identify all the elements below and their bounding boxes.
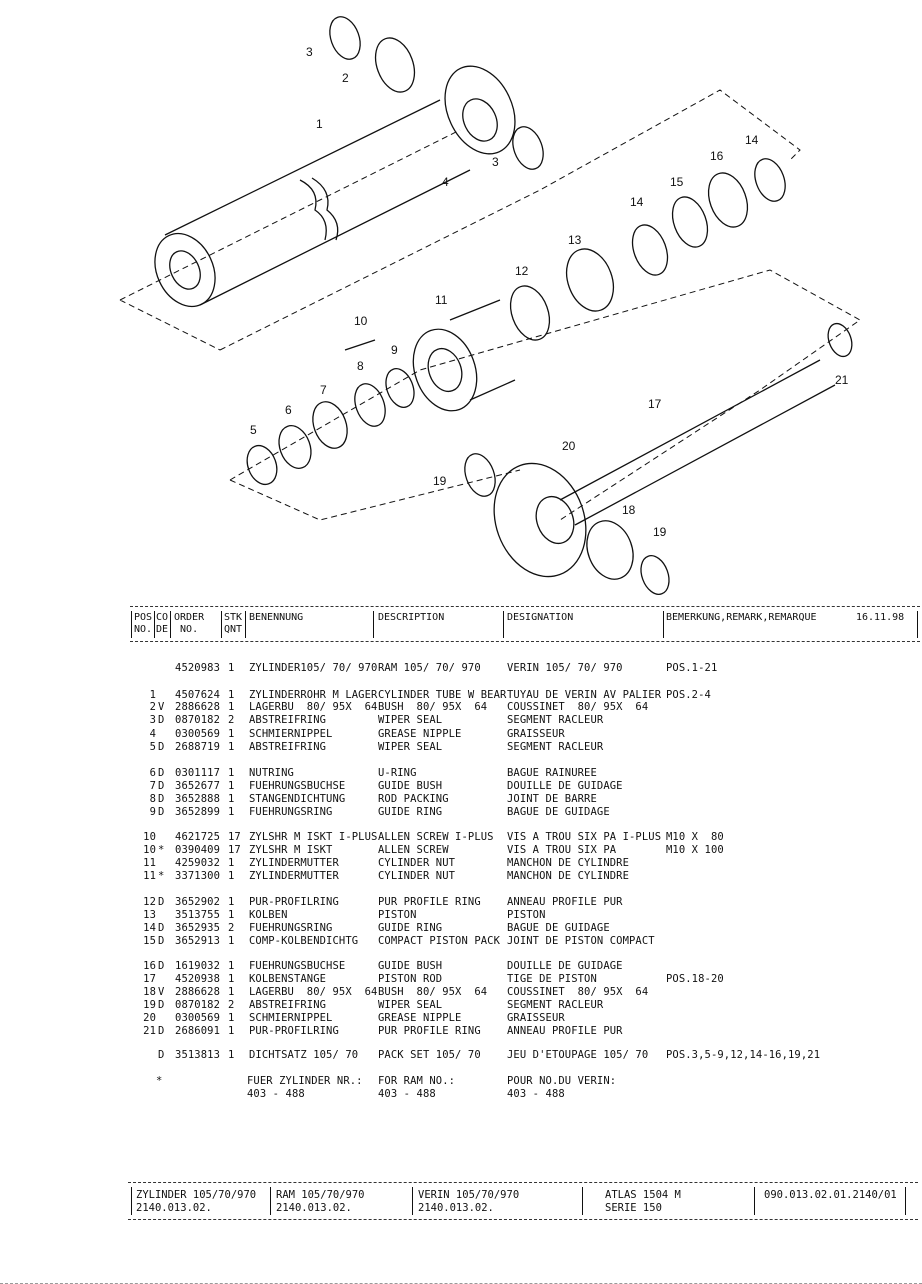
cell-en: COMPACT PISTON PACK bbox=[378, 935, 501, 947]
callout-8: 8 bbox=[357, 359, 364, 373]
cell-en: GUIDE RING bbox=[378, 922, 443, 934]
cell-en: PACK SET 105/ 70 bbox=[378, 1049, 481, 1061]
callout-18: 18 bbox=[622, 503, 636, 517]
cell-order: 4520938 bbox=[175, 973, 220, 985]
header-qty: STK QNT bbox=[224, 612, 243, 635]
cell-rem: M10 X 100 bbox=[666, 844, 724, 856]
cell-en: WIPER SEAL bbox=[378, 714, 443, 726]
callout-19: 19 bbox=[433, 474, 447, 488]
cell-de: ABSTREIFRING bbox=[249, 999, 327, 1011]
callout-1: 1 bbox=[316, 117, 323, 131]
cell-fr: ANNEAU PROFILE PUR bbox=[507, 896, 623, 908]
cell-qty: 1 bbox=[228, 1025, 235, 1037]
header-description: DESCRIPTION bbox=[378, 612, 445, 623]
cell-en: GUIDE BUSH bbox=[378, 960, 443, 972]
cell-en: PUR PROFILE RING bbox=[378, 1025, 481, 1037]
cell-fr: JOINT DE PISTON COMPACT bbox=[507, 935, 655, 947]
cell-co: D bbox=[158, 767, 165, 779]
cell-co: D bbox=[158, 1049, 165, 1061]
cell-de: STANGENDICHTUNG bbox=[249, 793, 346, 805]
cell-de: FUEHRUNGSBUCHSE bbox=[249, 960, 346, 972]
cell-qty: 1 bbox=[228, 935, 235, 947]
cell-pos: 19 bbox=[143, 999, 156, 1011]
cell-pos: 14 bbox=[143, 922, 156, 934]
cell-en: BUSH 80/ 95X 64 bbox=[378, 986, 488, 998]
callout-3b: 3 bbox=[492, 155, 499, 169]
cell-qty: 1 bbox=[228, 689, 235, 701]
cell-order: 2886628 bbox=[175, 701, 220, 713]
cell-qty: 1 bbox=[228, 728, 235, 740]
cell-order: 4621725 bbox=[175, 831, 220, 843]
cell-en: ROD PACKING bbox=[378, 793, 449, 805]
cell-order: 3652888 bbox=[175, 793, 220, 805]
cell-order: 0870182 bbox=[175, 999, 220, 1011]
cell-pos: 4 bbox=[149, 728, 156, 740]
cell-co: V bbox=[158, 701, 165, 713]
cell-fr: GRAISSEUR bbox=[507, 728, 565, 740]
cell-fr: VIS A TROU SIX PA bbox=[507, 844, 617, 856]
cell-rem: POS.1-21 bbox=[666, 662, 718, 674]
cell-pos: 13 bbox=[143, 909, 156, 921]
cell-pos: 5 bbox=[149, 741, 156, 753]
cell-co: D bbox=[158, 999, 165, 1011]
rule bbox=[754, 1187, 755, 1215]
cell-en: GREASE NIPPLE bbox=[378, 728, 462, 740]
cell-fr: VIS A TROU SIX PA I-PLUS bbox=[507, 831, 662, 843]
cell-en: ALLEN SCREW I-PLUS bbox=[378, 831, 494, 843]
cell-order: 4507624 bbox=[175, 689, 220, 701]
cell-qty: 1 bbox=[228, 741, 235, 753]
cell-co: D bbox=[158, 741, 165, 753]
cell-de: LAGERBU 80/ 95X 64 bbox=[249, 986, 378, 998]
cell-qty: 1 bbox=[228, 986, 235, 998]
cell-qty: 1 bbox=[228, 701, 235, 713]
cell-order: 3652902 bbox=[175, 896, 220, 908]
exploded-view-drawing bbox=[0, 0, 922, 600]
footer-de: ZYLINDER 105/70/970 2140.013.02. bbox=[136, 1189, 257, 1214]
cell-de: SCHMIERNIPPEL bbox=[249, 1012, 333, 1024]
callout-21: 21 bbox=[835, 373, 849, 387]
cell-qty: 2 bbox=[228, 999, 235, 1011]
cell-fr: MANCHON DE CYLINDRE bbox=[507, 857, 630, 869]
footer-top-rule bbox=[128, 1182, 918, 1183]
cell-de: ZYLSHR M ISKT bbox=[249, 844, 333, 856]
cell-qty: 1 bbox=[228, 857, 235, 869]
callout-5: 5 bbox=[250, 423, 257, 437]
cell-en: U-RING bbox=[378, 767, 417, 779]
header-top-rule bbox=[130, 606, 920, 607]
cell-order: 2886628 bbox=[175, 986, 220, 998]
cell-co: * bbox=[158, 870, 165, 882]
cell-de: ZYLINDERMUTTER bbox=[249, 857, 339, 869]
cell-qty: 1 bbox=[228, 1049, 235, 1061]
callout-16: 16 bbox=[710, 149, 724, 163]
cell-co: D bbox=[158, 780, 165, 792]
cell-de: KOLBEN bbox=[249, 909, 288, 921]
footer-bottom-rule bbox=[128, 1219, 918, 1220]
cell-order: 4520983 bbox=[175, 662, 220, 674]
cell-fr: BAGUE RAINUREE bbox=[507, 767, 597, 779]
cell-qty: 1 bbox=[228, 1012, 235, 1024]
rule bbox=[917, 611, 918, 638]
cell-de: ABSTREIFRING bbox=[249, 741, 327, 753]
callout-10: 10 bbox=[354, 314, 368, 328]
rule bbox=[170, 611, 171, 638]
footer-fr: VERIN 105/70/970 2140.013.02. bbox=[418, 1189, 520, 1214]
rule bbox=[663, 611, 664, 638]
header-remark: BEMERKUNG,REMARK,REMARQUE bbox=[666, 612, 817, 623]
cell-fr: VERIN 105/ 70/ 970 bbox=[507, 662, 623, 674]
cell-en: GREASE NIPPLE bbox=[378, 1012, 462, 1024]
cell-co: D bbox=[158, 1025, 165, 1037]
callout-6: 6 bbox=[285, 403, 292, 417]
cell-co: D bbox=[158, 960, 165, 972]
cell-qty: 1 bbox=[228, 870, 235, 882]
cell-qty: 1 bbox=[228, 909, 235, 921]
cell-de: ZYLSHR M ISKT I-PLUS bbox=[249, 831, 378, 843]
cell-co: * bbox=[158, 844, 165, 856]
cell-de: PUR-PROFILRING bbox=[249, 896, 339, 908]
cell-co: D bbox=[158, 793, 165, 805]
cell-co: D bbox=[158, 935, 165, 947]
cell-de: ZYLINDERMUTTER bbox=[249, 870, 339, 882]
cell-qty: 1 bbox=[228, 806, 235, 818]
cell-co: D bbox=[158, 806, 165, 818]
cell-order: 2686091 bbox=[175, 1025, 220, 1037]
cell-pos: 6 bbox=[149, 767, 156, 779]
cell-order: 2688719 bbox=[175, 741, 220, 753]
callout-3: 3 bbox=[306, 45, 313, 59]
cell-pos: 10 bbox=[143, 831, 156, 843]
header-co: CO DE bbox=[156, 612, 169, 635]
cell-pos: 3 bbox=[149, 714, 156, 726]
cell-fr: COUSSINET 80/ 95X 64 bbox=[507, 701, 649, 713]
cell-fr: BAGUE DE GUIDAGE bbox=[507, 806, 610, 818]
rule bbox=[270, 1187, 271, 1215]
cell-pos: 1 bbox=[149, 689, 156, 701]
cell-order: 3652935 bbox=[175, 922, 220, 934]
callout-7: 7 bbox=[320, 383, 327, 397]
cell-co: D bbox=[158, 896, 165, 908]
callout-19b: 19 bbox=[653, 525, 667, 539]
callout-2: 2 bbox=[342, 71, 349, 85]
cell-en: RAM 105/ 70/ 970 bbox=[378, 662, 481, 674]
rule bbox=[373, 611, 374, 638]
cell-order: 0870182 bbox=[175, 714, 220, 726]
cell-order: 1619032 bbox=[175, 960, 220, 972]
callout-14: 14 bbox=[630, 195, 644, 209]
cell-fr: COUSSINET 80/ 95X 64 bbox=[507, 986, 649, 998]
callout-4: 4 bbox=[442, 175, 449, 189]
cell-fr: JEU D'ETOUPAGE 105/ 70 bbox=[507, 1049, 649, 1061]
cell-en: PUR PROFILE RING bbox=[378, 896, 481, 908]
header-date: 16.11.98 bbox=[856, 612, 905, 623]
cell-order: 3371300 bbox=[175, 870, 220, 882]
cell-order: 0301117 bbox=[175, 767, 220, 779]
cell-pos: 11 bbox=[143, 870, 156, 882]
cell-pos: 8 bbox=[149, 793, 156, 805]
rule bbox=[221, 611, 222, 638]
cell-en: BUSH 80/ 95X 64 bbox=[378, 701, 488, 713]
cell-en: PISTON bbox=[378, 909, 417, 921]
cell-pos: 15 bbox=[143, 935, 156, 947]
cell-order: 4259032 bbox=[175, 857, 220, 869]
cell-order: 3513813 bbox=[175, 1049, 220, 1061]
cell-en: WIPER SEAL bbox=[378, 999, 443, 1011]
cell-qty: 1 bbox=[228, 973, 235, 985]
cell-fr: TUYAU DE VERIN AV PALIER bbox=[507, 689, 662, 701]
header-order: ORDER NO. bbox=[174, 612, 205, 635]
rule bbox=[905, 1187, 906, 1215]
cell-de: ZYLINDERROHR M LAGER bbox=[249, 689, 378, 701]
cell-fr: DOUILLE DE GUIDAGE bbox=[507, 960, 623, 972]
cell-de: ABSTREIFRING bbox=[249, 714, 327, 726]
header-benennung: BENENNUNG bbox=[249, 612, 304, 623]
callout-12: 12 bbox=[515, 264, 529, 278]
cell-pos: 10 bbox=[143, 844, 156, 856]
cell-qty: 17 bbox=[228, 831, 241, 843]
cell-pos: 18 bbox=[143, 986, 156, 998]
rule bbox=[412, 1187, 413, 1215]
cell-en: GUIDE BUSH bbox=[378, 780, 443, 792]
header-pos: POS NO. bbox=[134, 612, 153, 635]
rule bbox=[503, 611, 504, 638]
cell-qty: 1 bbox=[228, 896, 235, 908]
cell-de: KOLBENSTANGE bbox=[249, 973, 327, 985]
cell-de: DICHTSATZ 105/ 70 bbox=[249, 1049, 359, 1061]
cell-en: CYLINDER TUBE W BEAR bbox=[378, 689, 507, 701]
footer-docno: 090.013.02.01.2140/01 bbox=[764, 1189, 897, 1201]
cell-qty: 2 bbox=[228, 714, 235, 726]
cell-order: 0390409 bbox=[175, 844, 220, 856]
header-bottom-rule bbox=[130, 641, 920, 642]
footer-en: RAM 105/70/970 2140.013.02. bbox=[276, 1189, 365, 1214]
rule bbox=[131, 611, 132, 638]
callout-13: 13 bbox=[568, 233, 582, 247]
callout-15: 15 bbox=[670, 175, 684, 189]
note-de: FUER ZYLINDER NR.: 403 - 488 bbox=[247, 1075, 363, 1100]
cell-de: SCHMIERNIPPEL bbox=[249, 728, 333, 740]
cell-de: FUEHRUNGSBUCHSE bbox=[249, 780, 346, 792]
cell-order: 3652677 bbox=[175, 780, 220, 792]
cell-de: NUTRING bbox=[249, 767, 294, 779]
cell-rem: POS.3,5-9,12,14-16,19,21 bbox=[666, 1049, 821, 1061]
cell-pos: 16 bbox=[143, 960, 156, 972]
cell-pos: 21 bbox=[143, 1025, 156, 1037]
cell-fr: DOUILLE DE GUIDAGE bbox=[507, 780, 623, 792]
cell-co: V bbox=[158, 986, 165, 998]
cell-de: FUEHRUNGSRING bbox=[249, 922, 333, 934]
cell-pos: 7 bbox=[149, 780, 156, 792]
cell-de: FUEHRUNGSRING bbox=[249, 806, 333, 818]
note-fr: POUR NO.DU VERIN: 403 - 488 bbox=[507, 1075, 617, 1100]
cell-rem: POS.18-20 bbox=[666, 973, 724, 985]
footer-machine: ATLAS 1504 M SERIE 150 bbox=[605, 1189, 681, 1214]
cell-co: D bbox=[158, 922, 165, 934]
cell-qty: 1 bbox=[228, 662, 235, 674]
cell-en: CYLINDER NUT bbox=[378, 870, 456, 882]
cell-fr: SEGMENT RACLEUR bbox=[507, 714, 604, 726]
rule bbox=[245, 611, 246, 638]
cell-order: 3652913 bbox=[175, 935, 220, 947]
cell-en: PISTON ROD bbox=[378, 973, 443, 985]
cell-fr: ANNEAU PROFILE PUR bbox=[507, 1025, 623, 1037]
cell-pos: 2 bbox=[149, 701, 156, 713]
cell-fr: MANCHON DE CYLINDRE bbox=[507, 870, 630, 882]
cell-rem: M10 X 80 bbox=[666, 831, 724, 843]
callout-9: 9 bbox=[391, 343, 398, 357]
cell-pos: 12 bbox=[143, 896, 156, 908]
cell-fr: TIGE DE PISTON bbox=[507, 973, 597, 985]
cell-order: 0300569 bbox=[175, 1012, 220, 1024]
cell-qty: 1 bbox=[228, 780, 235, 792]
rule bbox=[582, 1187, 583, 1215]
callout-11: 11 bbox=[435, 293, 448, 307]
note-star: * bbox=[156, 1075, 163, 1087]
callout-20: 20 bbox=[562, 439, 576, 453]
cell-qty: 1 bbox=[228, 793, 235, 805]
cell-order: 3652899 bbox=[175, 806, 220, 818]
cell-en: ALLEN SCREW bbox=[378, 844, 449, 856]
cell-pos: 17 bbox=[143, 973, 156, 985]
cell-fr: JOINT DE BARRE bbox=[507, 793, 597, 805]
cell-de: COMP-KOLBENDICHTG bbox=[249, 935, 359, 947]
cell-fr: BAGUE DE GUIDAGE bbox=[507, 922, 610, 934]
rule bbox=[131, 1187, 132, 1215]
cell-de: LAGERBU 80/ 95X 64 bbox=[249, 701, 378, 713]
cell-en: WIPER SEAL bbox=[378, 741, 443, 753]
header-designation: DESIGNATION bbox=[507, 612, 574, 623]
cell-qty: 1 bbox=[228, 767, 235, 779]
rule bbox=[154, 611, 155, 638]
cell-pos: 9 bbox=[149, 806, 156, 818]
cell-de: ZYLINDER105/ 70/ 970 bbox=[249, 662, 378, 674]
callout-17: 17 bbox=[648, 397, 662, 411]
cell-qty: 1 bbox=[228, 960, 235, 972]
cell-fr: GRAISSEUR bbox=[507, 1012, 565, 1024]
cell-en: GUIDE RING bbox=[378, 806, 443, 818]
cell-co: D bbox=[158, 714, 165, 726]
cell-order: 0300569 bbox=[175, 728, 220, 740]
note-en: FOR RAM NO.: 403 - 488 bbox=[378, 1075, 456, 1100]
cell-qty: 2 bbox=[228, 922, 235, 934]
cell-rem: POS.2-4 bbox=[666, 689, 711, 701]
cell-fr: SEGMENT RACLEUR bbox=[507, 999, 604, 1011]
callout-14b: 14 bbox=[745, 133, 759, 147]
cell-fr: SEGMENT RACLEUR bbox=[507, 741, 604, 753]
cell-qty: 17 bbox=[228, 844, 241, 856]
cell-en: CYLINDER NUT bbox=[378, 857, 456, 869]
cell-order: 3513755 bbox=[175, 909, 220, 921]
cell-pos: 20 bbox=[143, 1012, 156, 1024]
cell-fr: PISTON bbox=[507, 909, 546, 921]
cell-pos: 11 bbox=[143, 857, 156, 869]
cell-de: PUR-PROFILRING bbox=[249, 1025, 339, 1037]
